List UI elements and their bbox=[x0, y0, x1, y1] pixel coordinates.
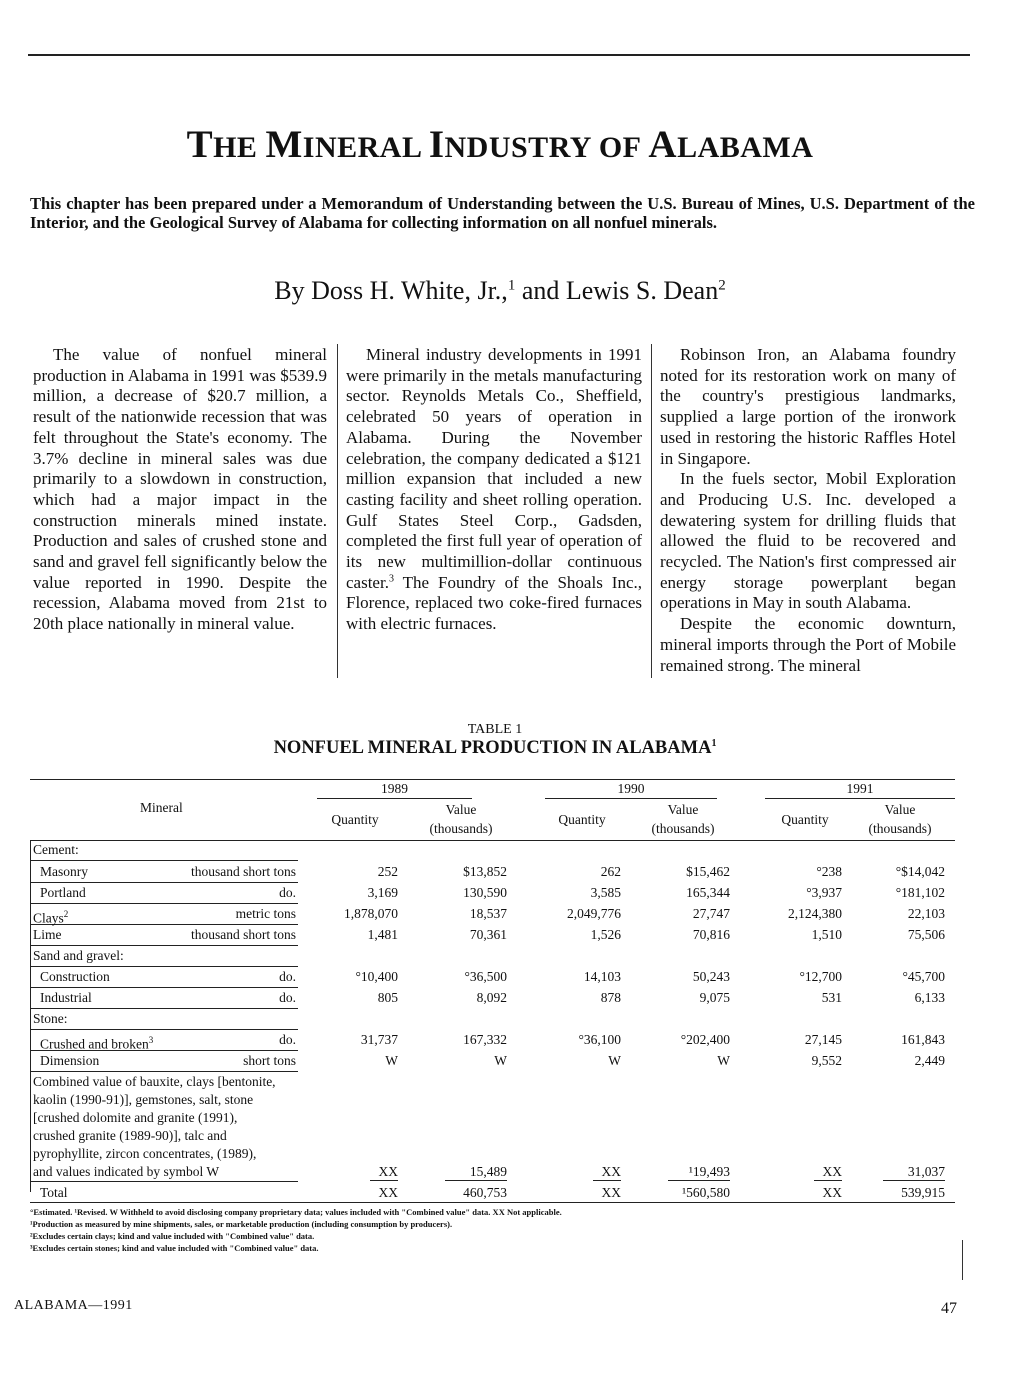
row-rule bbox=[30, 1181, 298, 1182]
cell-v91: 2,449 bbox=[914, 1053, 945, 1068]
row-unit: do. bbox=[279, 885, 296, 900]
total-rule bbox=[445, 1180, 507, 1181]
row-name: Lime bbox=[33, 927, 62, 942]
combined-label-line: and values indicated by symbol W bbox=[33, 1164, 220, 1179]
cell-q90: 1,526 bbox=[590, 927, 621, 942]
intro-paragraph: This chapter has been prepared under a Memorandum of Understanding between the U.S. Bureau of Mines, U.S. Department of the Interior, and the Geological Survey of Alabama for collecting information on all nonfuel minerals. bbox=[30, 194, 975, 232]
cell-v91: 539,915 bbox=[901, 1185, 945, 1200]
col-header-mineral: Mineral bbox=[140, 800, 183, 815]
cell-v89: 167,332 bbox=[463, 1032, 507, 1047]
row-unit: short tons bbox=[243, 1053, 296, 1068]
row-unit: thousand short tons bbox=[190, 927, 296, 942]
row-rule bbox=[30, 882, 298, 883]
cell-q90: 14,103 bbox=[583, 969, 621, 984]
row-rule bbox=[30, 924, 298, 925]
cell-q90: °36,100 bbox=[578, 1032, 621, 1047]
row-name: Crushed and broken$^3$ bbox=[40, 1035, 154, 1052]
cell-q90: 878 bbox=[600, 990, 621, 1005]
author-byline: By Doss H. White, Jr.,$^1$ and Lewis S. Dean$^2$ bbox=[274, 276, 726, 305]
row-rule bbox=[30, 903, 298, 904]
col-header-value-unit: (thousands) bbox=[651, 821, 715, 836]
page-number: 47 bbox=[941, 1300, 957, 1317]
cell-q89: XX bbox=[378, 1164, 398, 1179]
row-rule bbox=[30, 1029, 298, 1030]
body-paragraph: Mineral industry developments in 1991 were primarily in the metals manufacturing sector. Reynolds Metals Co., Sheffield, celebrated 50 years of operation in Alabama. During the November celebration, the company dedicated a $121 million expansion that included a new casting facility and sheet rolling operation. Gulf States Steel Corp., Gadsden, completed the first full year of operation of its new multimillion-dollar continuous caster.$^3$ The Foundry of the Shoals Inc., Florence, replaced two coke-fired furnaces with electric furnaces. bbox=[346, 345, 642, 634]
table-rule bbox=[30, 840, 955, 841]
cell-v89: 15,489 bbox=[469, 1164, 507, 1179]
cell-q91: °12,700 bbox=[799, 969, 842, 984]
row-rule bbox=[30, 860, 298, 861]
footnote: ³Excludes certain stones; kind and value included with "Combined value" data. bbox=[30, 1243, 319, 1253]
cell-q91: 1,510 bbox=[811, 927, 842, 942]
cell-q90: 262 bbox=[600, 864, 621, 879]
table-bottom-rule bbox=[30, 1202, 955, 1203]
year-rule bbox=[545, 798, 717, 799]
section-label: Cement: bbox=[33, 842, 79, 857]
combined-label-line: kaolin (1990-91)], gemstones, salt, stone bbox=[33, 1092, 254, 1107]
row-unit: do. bbox=[279, 990, 296, 1005]
text-column-3 bbox=[660, 345, 956, 676]
total-rule bbox=[814, 1180, 842, 1181]
footnote: ¹Production as measured by mine shipments, sales, or marketable production (including consumption by producers). bbox=[30, 1219, 453, 1229]
cell-v91: 75,506 bbox=[907, 927, 945, 942]
row-unit: thousand short tons bbox=[190, 864, 296, 879]
row-name: Clays$^2$ bbox=[33, 909, 69, 926]
row-rule bbox=[30, 966, 298, 967]
cell-v89: °36,500 bbox=[464, 969, 507, 984]
total-rule bbox=[370, 1180, 398, 1181]
cell-v90: 165,344 bbox=[686, 885, 730, 900]
footnote: °Estimated. ¹Revised. W Withheld to avoid disclosing company proprietary data; values included with "Combined value" data. XX Not applicable. bbox=[30, 1207, 562, 1217]
col-header-value-unit: (thousands) bbox=[868, 821, 932, 836]
table-rule bbox=[30, 779, 955, 780]
cell-v90: 27,747 bbox=[692, 906, 730, 921]
col-header-quantity: Quantity bbox=[781, 812, 829, 827]
col-header-value: Value bbox=[667, 802, 699, 817]
cell-q91: 2,124,380 bbox=[788, 906, 842, 921]
row-name: Industrial bbox=[40, 990, 92, 1005]
column-divider bbox=[337, 344, 338, 678]
cell-q91: °238 bbox=[816, 864, 842, 879]
col-header-value-unit: (thousands) bbox=[429, 821, 493, 836]
section-label: Sand and gravel: bbox=[33, 948, 124, 963]
cell-v90: °202,400 bbox=[680, 1032, 730, 1047]
cell-v91: °$14,042 bbox=[895, 864, 945, 879]
col-header-value: Value bbox=[445, 802, 477, 817]
row-rule bbox=[30, 1071, 298, 1072]
col-header-year: 1991 bbox=[846, 781, 874, 796]
margin-rule bbox=[962, 1240, 963, 1280]
cell-v90: $15,462 bbox=[686, 864, 730, 879]
total-rule bbox=[668, 1180, 730, 1181]
table-title: NONFUEL MINERAL PRODUCTION IN ALABAMA$^1$ bbox=[273, 738, 717, 759]
cell-v90: ¹560,580 bbox=[682, 1185, 730, 1200]
body-paragraph: Despite the economic downturn, mineral imports through the Port of Mobile remained strong. The mineral bbox=[660, 614, 956, 675]
table-footnotes bbox=[30, 1206, 562, 1254]
col-header-quantity: Quantity bbox=[558, 812, 606, 827]
cell-q90: 2,049,776 bbox=[567, 906, 621, 921]
table-left-rule bbox=[30, 840, 31, 1192]
row-rule bbox=[30, 987, 298, 988]
cell-q90: XX bbox=[601, 1164, 621, 1179]
combined-label-line: Combined value of bauxite, clays [bentonite, bbox=[33, 1074, 276, 1089]
cell-v91: °45,700 bbox=[902, 969, 945, 984]
cell-v90: 70,816 bbox=[692, 927, 730, 942]
row-name: Portland bbox=[40, 885, 86, 900]
footnote: ²Excludes certain clays; kind and value included with "Combined value" data. bbox=[30, 1231, 315, 1241]
row-unit: do. bbox=[279, 1032, 296, 1047]
row-unit: do. bbox=[279, 969, 296, 984]
row-rule bbox=[30, 1008, 298, 1009]
cell-q91: 9,552 bbox=[811, 1053, 842, 1068]
cell-v89: 18,537 bbox=[469, 906, 507, 921]
cell-q89: 1,481 bbox=[367, 927, 398, 942]
cell-q89: 1,878,070 bbox=[344, 906, 398, 921]
cell-q91: 27,145 bbox=[804, 1032, 842, 1047]
col-header-value: Value bbox=[884, 802, 916, 817]
col-header-quantity: Quantity bbox=[331, 812, 379, 827]
col-header-year: 1989 bbox=[381, 781, 408, 796]
cell-v90: W bbox=[717, 1053, 730, 1068]
row-name: Masonry bbox=[40, 864, 88, 879]
cell-v89: 460,753 bbox=[463, 1185, 507, 1200]
combined-label-line: [crushed dolomite and granite (1991), bbox=[33, 1110, 238, 1125]
cell-q89: 252 bbox=[377, 864, 398, 879]
cell-v90: 50,243 bbox=[692, 969, 730, 984]
top-rule bbox=[28, 54, 970, 56]
cell-v91: 22,103 bbox=[907, 906, 945, 921]
text-column-2 bbox=[346, 345, 642, 635]
cell-q90: 3,585 bbox=[590, 885, 621, 900]
table-caption: TABLE 1 bbox=[467, 722, 523, 737]
cell-q89: °10,400 bbox=[355, 969, 398, 984]
running-footer: ALABAMA—1991 bbox=[14, 1298, 133, 1313]
cell-v91: 6,133 bbox=[914, 990, 945, 1005]
cell-q89: 805 bbox=[377, 990, 398, 1005]
combined-label-line: pyrophyllite, zircon concentrates, (1989), bbox=[33, 1146, 257, 1161]
body-paragraph: In the fuels sector, Mobil Exploration and Producing U.S. Inc. developed a dewatering system for drilling fluids that allowed the fluid to be recovered and recycled. The Nation's first compressed air energy storage powerplant began operations in May in south Alabama. bbox=[660, 469, 956, 613]
cell-v89: 130,590 bbox=[463, 885, 507, 900]
combined-label-line: crushed granite (1989-90)], talc and bbox=[33, 1128, 227, 1143]
cell-q89: 3,169 bbox=[367, 885, 398, 900]
cell-v91: °181,102 bbox=[895, 885, 945, 900]
cell-v90: 9,075 bbox=[699, 990, 730, 1005]
row-name: Dimension bbox=[40, 1053, 100, 1068]
cell-v91: 161,843 bbox=[901, 1032, 945, 1047]
cell-v89: W bbox=[494, 1053, 507, 1068]
total-rule bbox=[883, 1180, 945, 1181]
cell-q91: XX bbox=[822, 1185, 842, 1200]
row-name-total: Total bbox=[40, 1185, 68, 1200]
cell-v89: $13,852 bbox=[463, 864, 507, 879]
section-label: Stone: bbox=[33, 1011, 68, 1026]
body-paragraph: Robinson Iron, an Alabama foundry noted for its restoration work on many of the country's prestigious landmarks, supplied a large portion of the ironwork used in restoring the historic Raffles Hotel in Singapore. bbox=[660, 345, 956, 468]
cell-v90: ¹19,493 bbox=[688, 1164, 730, 1179]
cell-v91: 31,037 bbox=[907, 1164, 945, 1179]
cell-q89: 31,737 bbox=[360, 1032, 398, 1047]
body-paragraph: The value of nonfuel mineral production in Alabama in 1991 was $539.9 million, a decrease of $20.7 million, a result of the nationwide recession that was felt throughout the State's economy. The 3.7% decline in mineral sales was due primarily to a slowdown in construction, which had a major impact in the construction minerals mined instate. Production and sales of crushed stone and sand and gravel fell significantly below the value reported in 1990. Despite the recession, Alabama moved from 21st to 20th place nationally in mineral value. bbox=[33, 345, 327, 634]
col-header-year: 1990 bbox=[617, 781, 645, 796]
cell-q89: XX bbox=[378, 1185, 398, 1200]
cell-q91: 531 bbox=[821, 990, 842, 1005]
cell-q91: °3,937 bbox=[806, 885, 842, 900]
cell-q91: XX bbox=[822, 1164, 842, 1179]
row-name: Construction bbox=[40, 969, 110, 984]
row-rule bbox=[30, 945, 298, 946]
cell-v89: 8,092 bbox=[476, 990, 507, 1005]
cell-q90: W bbox=[608, 1053, 621, 1068]
year-rule bbox=[317, 798, 472, 799]
page-title: THE MINERAL INDUSTRY OF ALABAMA bbox=[186, 123, 814, 166]
text-column-1 bbox=[33, 345, 327, 635]
year-rule bbox=[765, 798, 955, 799]
cell-q90: XX bbox=[601, 1185, 621, 1200]
cell-v89: 70,361 bbox=[469, 927, 507, 942]
production-table bbox=[30, 776, 955, 1206]
cell-q89: W bbox=[385, 1053, 398, 1068]
total-rule bbox=[593, 1180, 621, 1181]
column-divider bbox=[651, 344, 652, 678]
row-unit: metric tons bbox=[235, 906, 296, 921]
